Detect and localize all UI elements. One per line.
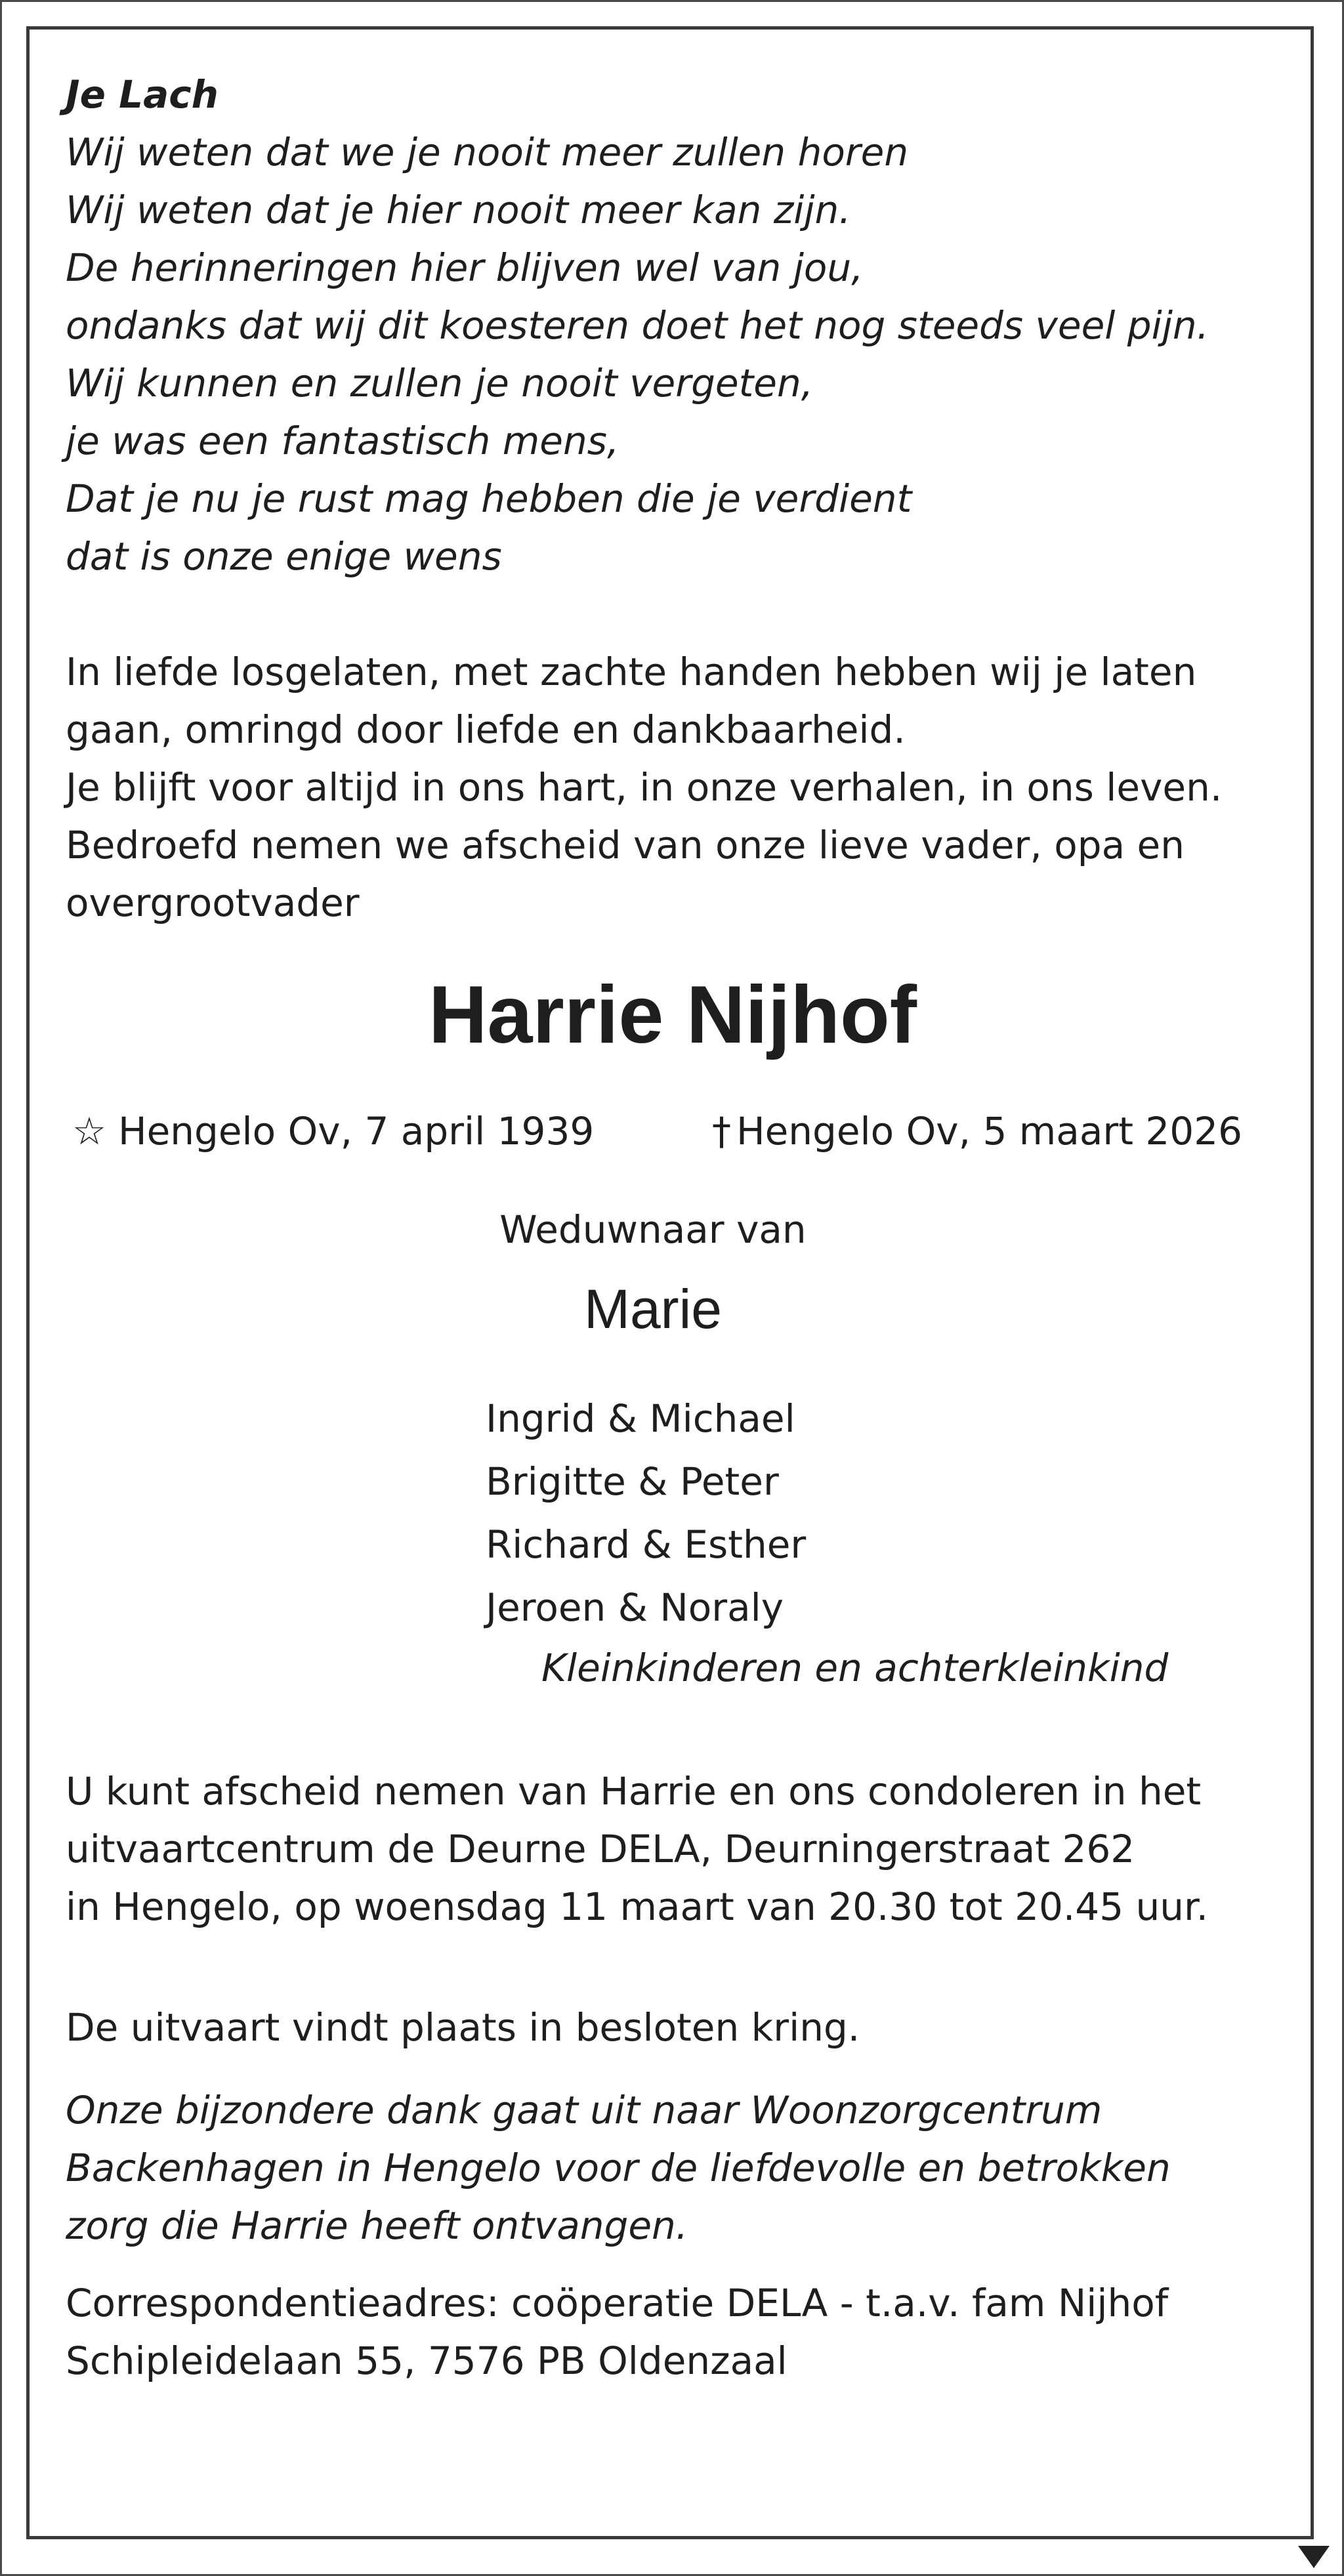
children-list	[486, 1387, 1299, 1639]
child-couple: Brigitte & Peter	[486, 1459, 779, 1504]
intro-line: overgrootvader	[66, 881, 360, 925]
visitation-line: in Hengelo, op woensdag 11 maart van 20.30 tot 20.45 uur.	[66, 1884, 1209, 1929]
intro-line: gaan, omringd door liefde en dankbaarheid.	[66, 707, 906, 752]
life-dates	[66, 1109, 1299, 1174]
widower-label: Weduwnaar van	[499, 1207, 807, 1252]
scroll-down-arrow-icon[interactable]	[1298, 2546, 1330, 2568]
poem-line: Wij kunnen en zullen je nooit vergeten,	[66, 361, 814, 405]
poem-title: Je Lach	[66, 72, 219, 117]
poem-line: ondanks dat wij dit koesteren doet het nog steeds veel pijn.	[66, 303, 1209, 348]
visitation-line: uitvaartcentrum de Deurne DELA, Deurningerstraat 262	[66, 1827, 1135, 1871]
spouse-name: Marie	[583, 1278, 723, 1340]
address-line: Correspondentieadres: coöperatie DELA - t.a.v. fam Nijhof	[66, 2281, 1169, 2325]
poem-line: Wij weten dat we je nooit meer zullen horen	[66, 130, 909, 175]
deceased-name: Harrie Nijhof	[428, 970, 917, 1060]
birth-date: Hengelo Ov, 7 april 1939	[118, 1109, 595, 1153]
cross-icon: †	[712, 1109, 731, 1153]
intro-paragraph	[66, 643, 1299, 932]
child-couple: Ingrid & Michael	[486, 1396, 795, 1441]
birth-info	[72, 1109, 594, 1153]
poem-line: De herinneringen hier blijven wel van jou,	[66, 245, 864, 290]
thanks-line: Backenhagen in Hengelo voor de liefdevolle en betrokken	[66, 2146, 1171, 2190]
poem-line: dat is onze enige wens	[66, 534, 502, 579]
correspondence-address	[66, 2274, 1299, 2390]
poem-line: je was een fantastisch mens,	[66, 419, 620, 463]
child-couple: Jeroen & Noraly	[486, 1585, 784, 1630]
star-icon: ☆	[72, 1109, 106, 1153]
child-couple: Richard & Esther	[486, 1522, 807, 1567]
intro-line: Bedroefd nemen we afscheid van onze lieve vader, opa en	[66, 823, 1185, 867]
grandchildren-line: Kleinkinderen en achterkleinkind	[541, 1646, 1169, 1690]
intro-line: Je blijft voor altijd in ons hart, in onze verhalen, in ons leven.	[66, 765, 1223, 810]
address-line: Schipleidelaan 55, 7576 PB Oldenzaal	[66, 2338, 788, 2383]
thanks-line: Onze bijzondere dank gaat uit naar Woonzorgcentrum	[66, 2088, 1102, 2132]
funeral-line: De uitvaart vindt plaats in besloten kring.	[66, 2005, 860, 2050]
intro-line: In liefde losgelaten, met zachte handen hebben wij je laten	[66, 650, 1197, 694]
obituary-notice	[66, 66, 1299, 2390]
death-date: Hengelo Ov, 5 maart 2026	[736, 1109, 1242, 1153]
funeral-paragraph	[66, 1999, 1299, 2056]
poem	[66, 66, 1299, 585]
thanks-line: zorg die Harrie heeft ontvangen.	[66, 2203, 688, 2248]
poem-line: Dat je nu je rust mag hebben die je verdient	[66, 476, 912, 521]
death-info	[712, 1109, 1242, 1153]
visitation-line: U kunt afscheid nemen van Harrie en ons condoleren in het	[66, 1769, 1202, 1814]
poem-line: Wij weten dat je hier nooit meer kan zijn.	[66, 188, 851, 232]
thanks-paragraph	[66, 2081, 1299, 2254]
visitation-paragraph	[66, 1762, 1299, 1936]
